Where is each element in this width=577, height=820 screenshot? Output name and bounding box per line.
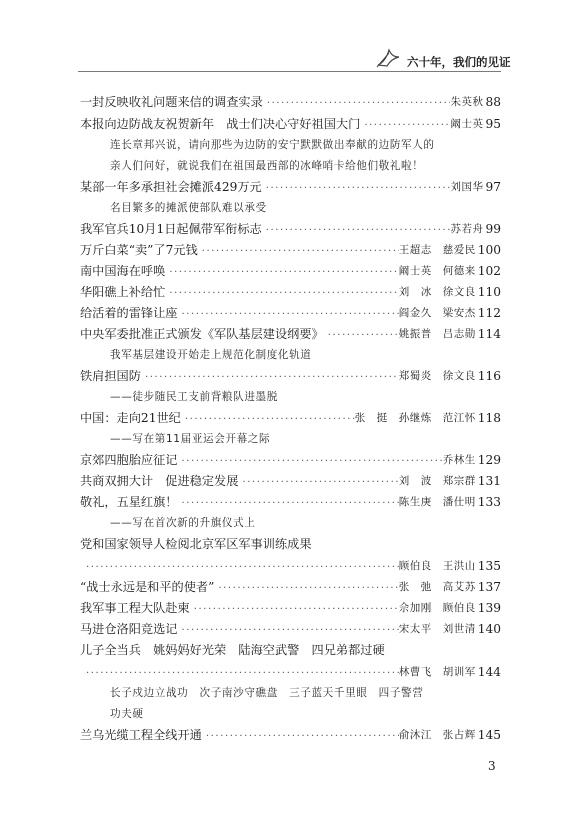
entry-title: 给活着的雷锋让座 [80, 306, 178, 320]
entry-authors: 宋太平 刘世清 [398, 623, 476, 635]
entry-page: 135 [477, 559, 501, 573]
feather-pen-icon [375, 45, 401, 69]
entry-subtitle: ——写在首次新的升旗仪式上 [110, 517, 256, 529]
toc-entry[interactable] [80, 726, 501, 744]
toc-entry[interactable] [80, 325, 501, 343]
entry-authors: 王超志 慈爱民 [398, 244, 476, 256]
entry-page: 102 [477, 264, 501, 278]
toc-entry[interactable] [80, 493, 501, 511]
running-header-title: 六十年，我们的见证 [407, 55, 511, 69]
entry-authors: 张 挺 孙继炼 范江怀 [354, 412, 476, 424]
entry-title: 马进仓洛阳竞选记 [80, 622, 178, 636]
entry-title: “战士永远是和平的使者” [80, 580, 215, 594]
dot-leader [202, 730, 399, 744]
entry-title: 儿子全当兵 姚妈妈好光荣 陆海空武警 四兄弟都过硬 [80, 643, 385, 657]
entry-page: 145 [477, 728, 501, 742]
toc-entry[interactable] [80, 283, 501, 301]
entry-authors: 刘 波 郑宗群 [398, 475, 476, 487]
dot-leader [360, 119, 450, 133]
entry-subtitle: 长子戍边立战功 次子南沙守礁盘 三子蓝天千里眼 四子警营 [110, 687, 424, 699]
entry-title: 京郊四胞胎应征记 [80, 453, 178, 467]
entry-page: 95 [485, 117, 501, 131]
entry-authors: 顾伯良 王洪山 [398, 560, 476, 572]
header-rule [78, 71, 501, 72]
entry-authors: 刘 冰 徐文良 [398, 286, 476, 298]
entry-title: 敬礼，五星红旗！ [80, 495, 178, 509]
dot-leader [238, 476, 398, 490]
toc-entry[interactable] [80, 535, 501, 553]
toc-entry[interactable] [80, 367, 501, 385]
dot-leader [141, 371, 399, 385]
entry-authors: 陈生庚 潘仕明 [398, 496, 476, 508]
entry-page: 100 [477, 243, 501, 257]
toc-entry[interactable] [80, 262, 501, 280]
entry-authors: 阚士英 何德来 [398, 265, 476, 277]
entry-page: 144 [477, 665, 501, 679]
dot-leader [178, 497, 399, 511]
dot-leader [190, 603, 399, 617]
entry-title: 兰乌光缆工程全线开通 [80, 728, 202, 742]
toc-entry[interactable] [80, 641, 501, 659]
entry-page: 110 [477, 285, 501, 299]
entry-page: 118 [477, 411, 501, 425]
entry-page: 133 [477, 495, 501, 509]
entry-page: 99 [485, 222, 501, 236]
entry-page: 116 [477, 369, 501, 383]
entry-page: 131 [477, 474, 501, 488]
entry-subtitle: ——写在第11届亚运会开幕之际 [110, 433, 271, 445]
entry-page: 112 [477, 306, 501, 320]
entry-title: 中央军委批准正式颁发《军队基层建设纲要》 [80, 327, 324, 341]
entry-authors: 阚士英 [450, 118, 484, 130]
entry-authors: 俞沐江 张占辉 [398, 729, 476, 741]
entry-title: 中国：走向21世纪 [80, 411, 181, 425]
dot-leader [214, 582, 398, 596]
dot-leader [80, 561, 399, 575]
entry-title: 万斤白菜“卖”了7元钱 [80, 243, 198, 257]
entry-subtitle: ——徒步随民工支前背粮队进墨脱 [110, 391, 278, 403]
dot-leader [165, 287, 398, 301]
entry-page: 129 [477, 453, 501, 467]
entry-title: 南中国海在呼唤 [80, 264, 166, 278]
toc-entry[interactable] [80, 115, 501, 133]
entry-title: 一封反映收礼问题来信的调查实录 [80, 95, 263, 109]
toc-entry[interactable] [80, 451, 501, 469]
entry-page: 137 [477, 580, 501, 594]
toc-entry[interactable] [80, 241, 501, 259]
entry-authors: 乔林生 [442, 454, 476, 466]
dot-leader [198, 245, 399, 259]
dot-leader [262, 224, 451, 238]
toc-entry[interactable] [80, 599, 501, 617]
dot-leader [178, 308, 399, 322]
toc-entry[interactable] [80, 409, 501, 427]
entry-authors: 郑蜀炎 徐文良 [398, 370, 476, 382]
entry-authors: 林曹飞 胡训军 [398, 666, 476, 678]
entry-page: 139 [477, 601, 501, 615]
toc-entry[interactable] [80, 620, 501, 638]
entry-subtitle: 连长章邦兴说，请向那些为边防的安宁默默做出奉献的边防军人的 [110, 139, 435, 151]
entry-authors: 姚振普 吕志勋 [398, 328, 476, 340]
entry-page: 88 [485, 95, 501, 109]
entry-authors: 阎金久 梁安杰 [398, 307, 476, 319]
toc-entry-continuation[interactable] [80, 557, 501, 575]
dot-leader [165, 266, 398, 280]
toc-entry[interactable] [80, 93, 501, 111]
entry-authors: 刘国华 [450, 181, 484, 193]
entry-title: 我军事工程大队赴柬 [80, 601, 190, 615]
dot-leader [80, 667, 399, 681]
entry-subtitle: 我军基层建设开始走上规范化制度化轨道 [110, 349, 312, 361]
entry-page: 114 [477, 327, 501, 341]
entry-title: 我军官兵10月1日起佩带军衔标志 [80, 222, 262, 236]
dot-leader [263, 97, 451, 111]
toc-entry[interactable] [80, 178, 501, 196]
entry-title: 某部一年多承担社会摊派429万元 [80, 180, 262, 194]
entry-authors: 张 弛 高艾苏 [398, 581, 476, 593]
dot-leader [178, 455, 443, 469]
entry-page: 97 [485, 180, 501, 194]
toc-entry[interactable] [80, 578, 501, 596]
toc-entry[interactable] [80, 220, 501, 238]
entry-page: 140 [477, 622, 501, 636]
dot-leader [178, 624, 399, 638]
entry-title: 共商双拥大计 促进稳定发展 [80, 474, 239, 488]
entry-authors: 朱英秋 [450, 96, 484, 108]
entry-title: 党和国家领导人检阅北京军区军事训练成果 [80, 537, 312, 551]
entry-title: 铁肩担国防 [80, 369, 141, 383]
toc-entry[interactable] [80, 304, 501, 322]
entry-title: 本报向边防战友祝贺新年 战士们决心守好祖国大门 [80, 117, 361, 131]
page-number: 3 [488, 759, 496, 773]
entry-authors: 佘加刚 顾伯良 [398, 602, 476, 614]
entry-subtitle: 名目繁多的摊派使部队难以承受 [110, 202, 267, 214]
toc-entry[interactable] [80, 472, 501, 490]
entry-authors: 苏若舟 [450, 223, 484, 235]
entry-subtitle: 亲人们问好，就说我们在祖国最西部的冰峰哨卡给他们敬礼啦！ [110, 160, 424, 172]
entry-title: 华阳礁上补给忙 [80, 285, 166, 299]
dot-leader [324, 329, 399, 343]
dot-leader [181, 413, 355, 427]
dot-leader [262, 182, 451, 196]
toc-entry-continuation[interactable] [80, 663, 501, 681]
entry-subtitle: 功夫硬 [110, 708, 144, 720]
